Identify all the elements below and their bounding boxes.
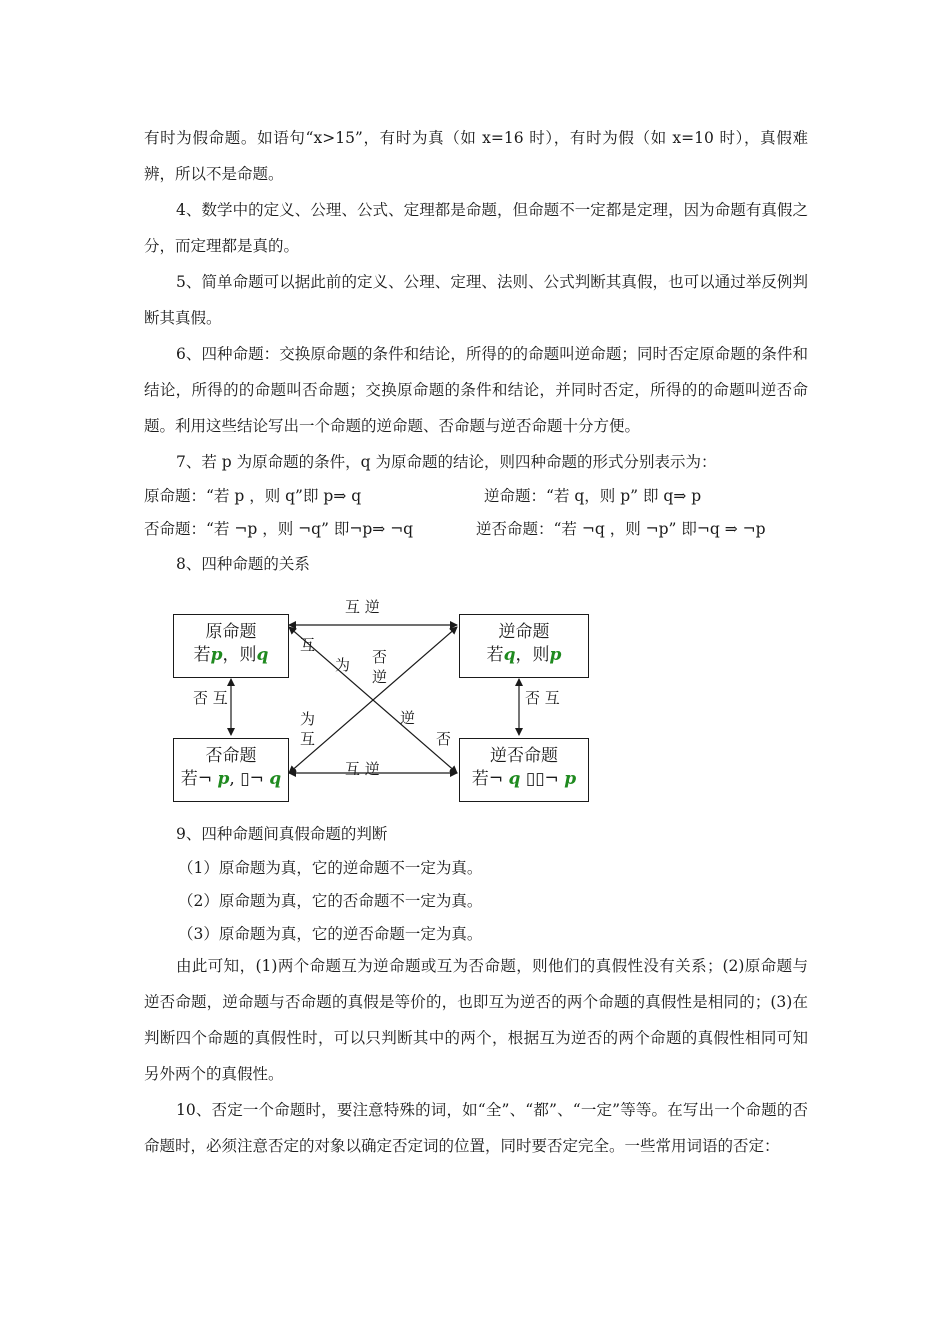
contrapositive-proposition-box <box>459 738 589 802</box>
four-propositions-diagram <box>168 598 598 809</box>
form-inverse: 否命题：“若 ¬p ，则 ¬q” 即¬p⇒ ¬q <box>144 520 414 538</box>
box-title: 原命题 <box>205 622 257 642</box>
box-title: 逆否命题 <box>490 746 558 766</box>
label-right-inverse: 否 互 <box>525 689 560 707</box>
box-form: 若¬ p, ▯¬ q <box>180 769 282 789</box>
original-proposition-box <box>173 614 289 678</box>
paragraph-6: 6、四种命题：交换原命题的条件和结论，所得的的命题叫逆命题；同时否定原命题的条件和结论，所得的的命题叫否命题；交换原命题的条件和结论，并同时否定，所得的的命题叫逆否命题。利用这些结论写出一个命题的逆命题、否命题与逆否命题十分方便。 <box>144 345 808 435</box>
form-original: 原命题：“若 p ，则 q”即 p⇒ q <box>144 487 362 505</box>
paragraph-intro: 有时为假命题。如语句“x>15”，有时为真（如 x=16 时），有时为假（如 x=10 时），真假难辨，所以不是命题。 <box>144 129 808 183</box>
box-form: 若p，则q <box>193 645 269 665</box>
box-form: 若q，则p <box>486 645 562 665</box>
label-left-inverse: 否 互 <box>193 689 228 707</box>
rule-2: （2）原命题为真，它的否命题不一定为真。 <box>178 892 483 910</box>
rule-1: （1）原命题为真，它的逆命题不一定为真。 <box>178 859 483 877</box>
label-top-converse: 互 逆 <box>345 598 380 616</box>
box-form: 若¬ q ▯▯¬ p <box>471 769 577 789</box>
label-diag-fou-bottom: 否 <box>436 730 452 748</box>
label-diag-ni-bottom: 逆 <box>400 709 416 727</box>
item7-heading: 7、若 p 为原命题的条件，q 为原命题的结论，则四种命题的形式分别表示为： <box>176 453 717 471</box>
paragraph-10: 10、否定一个命题时，要注意特殊的词，如“全”、“都”、“一定”等等。在写出一个命题的否命题时，必须注意否定的对象以确定否定词的位置，同时要否定完全。一些常用词语的否定： <box>144 1101 808 1155</box>
label-diag-wei-bottom: 为 <box>300 710 316 728</box>
item8-heading: 8、四种命题的关系 <box>176 555 310 573</box>
converse-proposition-box <box>459 614 589 678</box>
label-diag-wei-top: 为 <box>335 656 351 674</box>
conclusion-paragraph: 由此可知，(1)两个命题互为逆命题或互为否命题，则他们的真假性没有关系；(2)原命题与逆否命题，逆命题与否命题的真假是等价的，也即互为逆否的两个命题的真假性是相同的；(3)在判断四个命题的真假性时，可以只判断其中的两个，根据互为逆否的两个命题的真假性相同可知另外两个的真假性。 <box>144 957 808 1083</box>
paragraph-5: 5、简单命题可以据此前的定义、公理、定理、法则、公式判断其真假，也可以通过举反例判断其真假。 <box>144 273 808 327</box>
label-diag-ni-top: 逆 <box>372 668 388 686</box>
inverse-proposition-box <box>173 738 289 802</box>
label-diag-hu-bottom: 互 <box>300 730 316 748</box>
label-diag-hu-top: 互 <box>300 636 316 654</box>
label-diag-fou-top: 否 <box>372 648 388 666</box>
label-bottom-converse: 互 逆 <box>345 760 380 778</box>
box-title: 否命题 <box>205 746 257 766</box>
form-contrapositive: 逆否命题：“若 ¬q ，则 ¬p” 即¬q ⇒ ¬p <box>476 520 766 538</box>
item9-heading: 9、四种命题间真假命题的判断 <box>176 825 388 843</box>
box-title: 逆命题 <box>498 622 550 642</box>
paragraph-4: 4、数学中的定义、公理、公式、定理都是命题，但命题不一定都是定理，因为命题有真假之分，而定理都是真的。 <box>144 201 808 255</box>
form-converse: 逆命题：“若 q，则 p” 即 q⇒ p <box>484 487 702 505</box>
rule-3: （3）原命题为真，它的逆否命题一定为真。 <box>178 925 483 943</box>
